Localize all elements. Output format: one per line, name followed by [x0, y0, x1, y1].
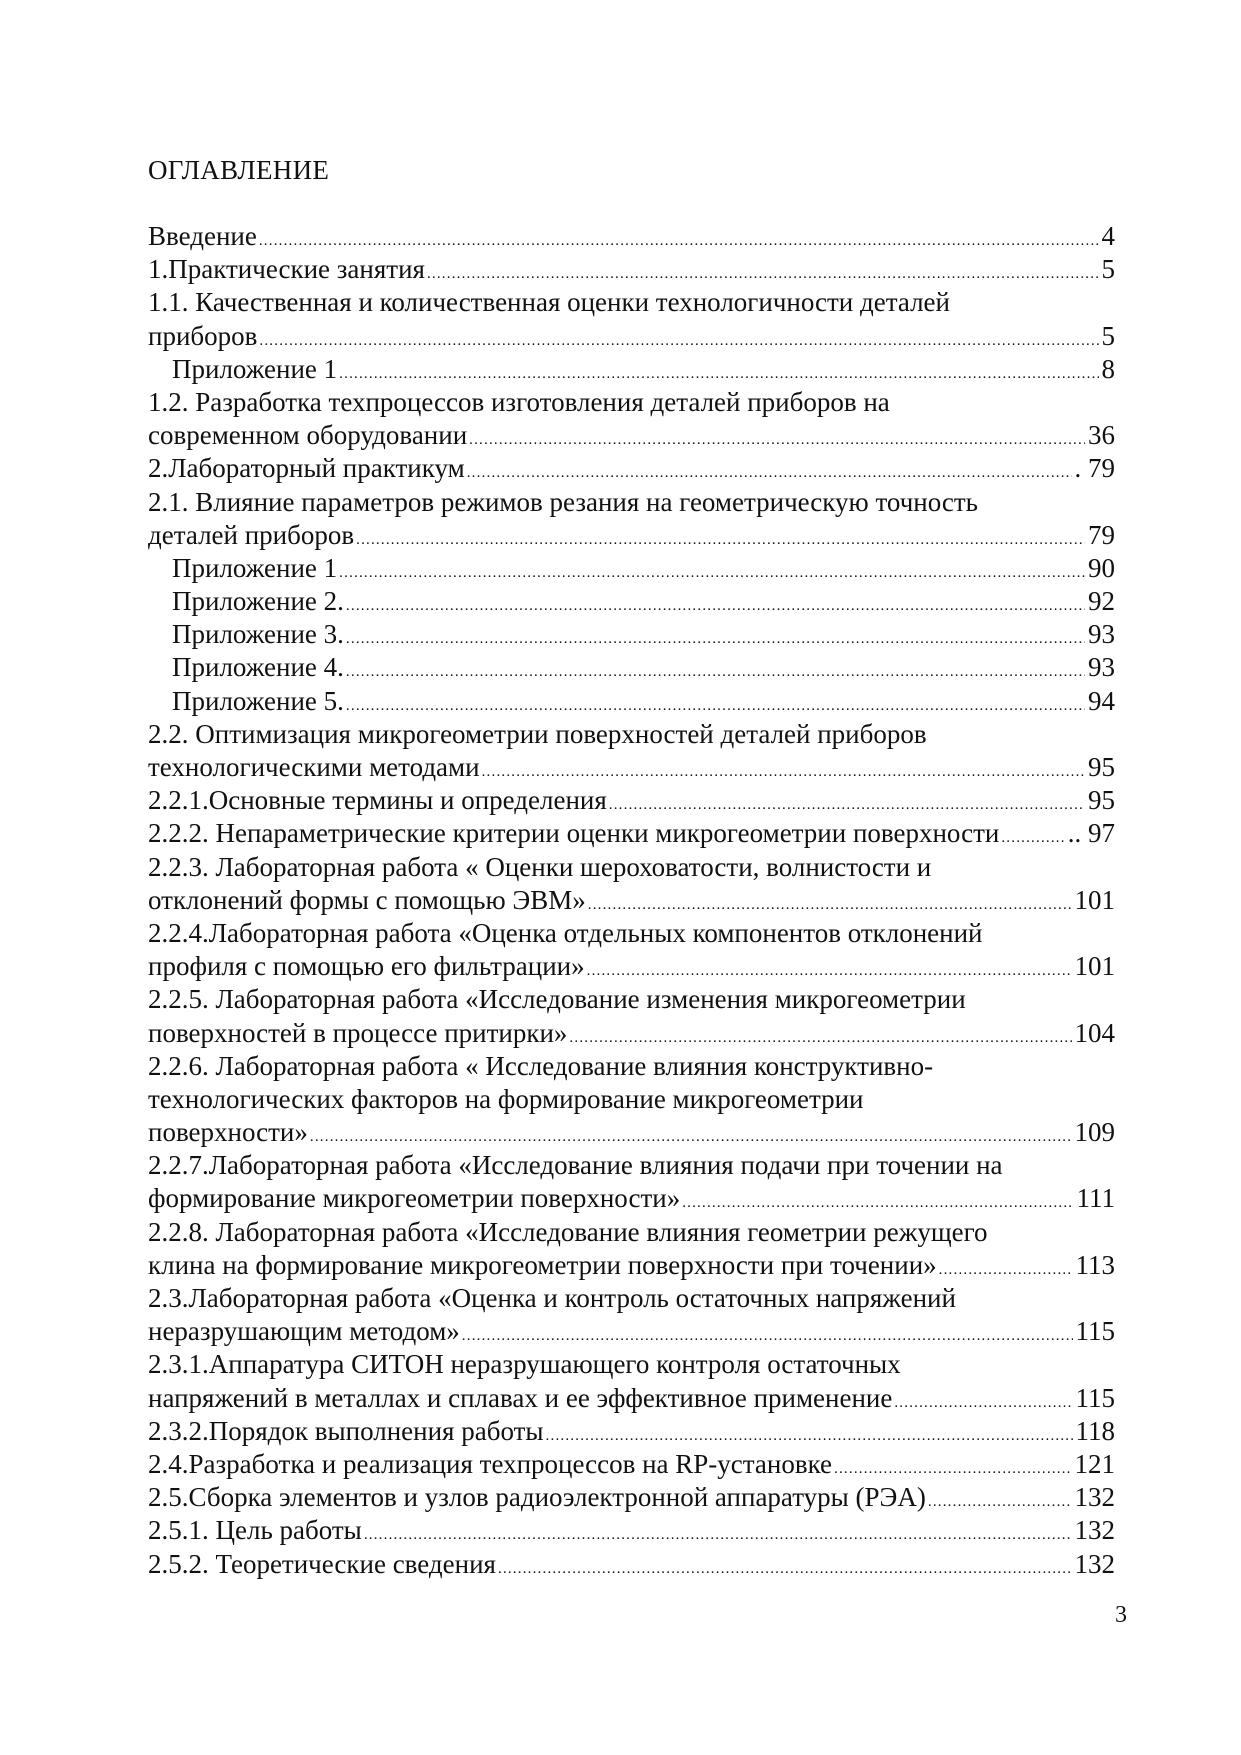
toc-entry[interactable]: [148, 1348, 1115, 1414]
toc-entry-page: 121: [1074, 1448, 1115, 1479]
toc-entry-page: 94: [1088, 685, 1115, 716]
toc-entry[interactable]: [148, 618, 1115, 651]
dot-leader: [894, 1387, 1072, 1420]
toc-entry-leader-row: [148, 419, 1115, 452]
toc-entry-line: 2.3.Лабораторная работа «Оценка и контроль остаточных напряжений: [148, 1283, 956, 1313]
dot-leader: [1001, 822, 1064, 855]
toc-entry-page: . 79: [1074, 453, 1115, 484]
toc-entry[interactable]: [148, 651, 1115, 684]
toc-entry-leader-row: [148, 1017, 1115, 1050]
toc-entry-title: напряжений в металлах и сплавах и ее эффективное применение: [148, 1382, 893, 1413]
toc-entry-title: Приложение 3.: [172, 619, 344, 650]
toc-entry-page: 111: [1076, 1183, 1115, 1214]
toc-entry-leader-row: [148, 817, 1115, 850]
toc-entry-leader-row: [148, 253, 1115, 286]
page-number: 3: [1115, 1602, 1127, 1628]
toc-entry[interactable]: [148, 1548, 1115, 1581]
toc-entry-leader-row: [148, 651, 1115, 684]
toc-entry[interactable]: [148, 452, 1115, 485]
toc-entry[interactable]: [148, 253, 1115, 286]
toc-entry-leader-row: [148, 1249, 1115, 1282]
toc-entry-title: технологическими методами: [148, 752, 480, 782]
toc-entry-leader-row: [148, 585, 1115, 618]
toc-entry-title: современном оборудовании: [148, 420, 468, 451]
toc-entry-page: 113: [1075, 1249, 1115, 1280]
toc-entry[interactable]: [148, 1149, 1115, 1215]
toc-entry[interactable]: [148, 1415, 1115, 1448]
table-of-contents: [148, 220, 1115, 1581]
toc-entry-leader-row: [148, 1481, 1115, 1514]
toc-entry[interactable]: [148, 685, 1115, 718]
toc-entry-line: 2.2. Оптимизация микрогеометрии поверхностей деталей приборов: [148, 718, 927, 749]
toc-entry[interactable]: [148, 220, 1115, 253]
toc-entry-line: 2.2.6. Лабораторная работа « Исследование влияния конструктивно-: [148, 1050, 934, 1081]
dot-leader: [339, 557, 1085, 590]
toc-entry-page: 104: [1074, 1017, 1115, 1048]
toc-entry-page: 132: [1074, 1515, 1115, 1546]
toc-entry[interactable]: [148, 1050, 1115, 1150]
toc-entry-leader-row: [148, 552, 1115, 585]
toc-entry-leader-row: [148, 320, 1115, 353]
toc-entry[interactable]: [148, 286, 1115, 352]
toc-entry-page: 93: [1088, 619, 1115, 650]
toc-entry-title: 2.2.1.Основные термины и определения: [148, 785, 607, 816]
toc-entry-title: поверхности»: [148, 1117, 308, 1148]
toc-entry[interactable]: [148, 1514, 1115, 1547]
toc-entry-title: Приложение 5.: [172, 685, 344, 716]
toc-entry[interactable]: [148, 1216, 1115, 1282]
toc-entry-title: 2.Лабораторный практикум: [148, 453, 465, 484]
toc-entry-title: клина на формирование микрогеометрии поверхности при точении»: [148, 1249, 937, 1280]
dot-leader: [939, 1254, 1073, 1287]
toc-entry-title: Введение: [148, 221, 257, 251]
toc-entry-title: Приложение 1: [172, 353, 338, 384]
toc-entry-page: 101: [1074, 951, 1115, 982]
toc-entry-page: 132: [1074, 1482, 1115, 1513]
toc-entry-leader-row: [148, 1182, 1115, 1215]
toc-entry[interactable]: [148, 552, 1115, 585]
toc-entry[interactable]: [148, 983, 1115, 1049]
toc-entry-title: приборов: [148, 320, 258, 351]
toc-entry[interactable]: [148, 486, 1115, 552]
toc-entry-page: 109: [1074, 1117, 1115, 1148]
toc-entry-leader-row: [148, 1382, 1115, 1415]
toc-entry-line: 2.2.8. Лабораторная работа «Исследование влияния геометрии режущего: [148, 1216, 988, 1247]
toc-entry[interactable]: [148, 585, 1115, 618]
toc-entry-page: 118: [1075, 1415, 1115, 1446]
toc-entry-title: 2.5.Сборка элементов и узлов радиоэлектронной аппаратуры (РЭА): [148, 1482, 926, 1513]
toc-entry-line: 2.2.3. Лабораторная работа « Оценки шероховатости, волнистости и: [148, 851, 932, 882]
toc-entry-page: 92: [1088, 586, 1115, 617]
toc-entry-leader-row: [148, 1514, 1115, 1547]
toc-entry-title: 1.Практические занятия: [148, 254, 425, 285]
toc-entry-title: неразрушающим методом»: [148, 1316, 460, 1347]
toc-entry-line: 2.3.1.Аппаратура СИТОН неразрушающего контроля остаточных: [148, 1349, 901, 1380]
toc-entry[interactable]: [148, 353, 1115, 386]
toc-entry-leader-row: [148, 618, 1115, 651]
toc-entry-page: 5: [1101, 254, 1115, 285]
toc-entry-page: 115: [1075, 1382, 1115, 1413]
toc-entry[interactable]: [148, 784, 1115, 817]
page-title: ОГЛАВЛЕНИЕ: [148, 155, 330, 185]
toc-entry-leader-row: [148, 884, 1115, 917]
toc-entry-title: 2.3.2.Порядок выполнения работы: [148, 1415, 544, 1446]
toc-entry-title: деталей приборов: [148, 519, 355, 550]
dot-leader: [259, 325, 1098, 358]
dot-leader: [498, 1553, 1072, 1586]
dot-leader: [346, 623, 1085, 656]
toc-entry-title: поверхностей в процессе притирки»: [148, 1017, 568, 1048]
toc-entry-leader-row: [148, 685, 1115, 718]
toc-entry-line: 2.2.5. Лабораторная работа «Исследование изменения микрогеометрии: [148, 984, 966, 1015]
toc-entry-leader-row: [148, 1315, 1115, 1348]
toc-entry-line: 1.1. Качественная и количественная оценки технологичности деталей: [148, 287, 950, 318]
toc-entry-leader-row: [148, 1448, 1115, 1481]
toc-entry-title: 2.2.2. Непараметрические критерии оценки микрогеометрии поверхности: [148, 818, 1000, 849]
toc-entry-page: 93: [1088, 652, 1115, 683]
dot-leader: [356, 524, 1085, 557]
toc-entry-page: 115: [1075, 1316, 1115, 1347]
toc-entry-title: Приложение 4.: [172, 652, 344, 683]
toc-entry-page: 90: [1088, 552, 1115, 583]
toc-entry-page: 5: [1101, 320, 1115, 351]
toc-entry[interactable]: [148, 1448, 1115, 1481]
toc-entry[interactable]: [148, 817, 1115, 850]
toc-entry-leader-row: [148, 519, 1115, 552]
toc-entry-page: 101: [1074, 884, 1115, 915]
toc-entry[interactable]: [148, 718, 1115, 784]
toc-entry-page: 95: [1088, 785, 1115, 816]
dot-leader: [928, 1486, 1072, 1519]
toc-entry[interactable]: [148, 917, 1115, 983]
toc-entry[interactable]: [148, 1481, 1115, 1514]
toc-entry-leader-row: [148, 950, 1115, 983]
dot-leader: [469, 424, 1085, 457]
toc-entry[interactable]: [148, 1282, 1115, 1348]
toc-entry-page: 95: [1088, 752, 1115, 782]
dot-leader: [346, 656, 1085, 689]
toc-entry-line: 2.2.7.Лабораторная работа «Исследование влияния подачи при точении на: [148, 1150, 1003, 1181]
toc-entry-page: 132: [1074, 1548, 1115, 1579]
toc-entry-line: 2.2.4.Лабораторная работа «Оценка отдельных компонентов отклонений: [148, 917, 983, 948]
dot-leader: [346, 590, 1085, 623]
toc-entry-title: 2.4.Разработка и реализация техпроцессов на RP-установке: [148, 1448, 833, 1479]
toc-entry-leader-row: [148, 751, 1115, 784]
toc-entry-title: Приложение 2.: [172, 586, 344, 617]
toc-entry-leader-row: [148, 1548, 1115, 1581]
toc-entry-line: 1.2. Разработка техпроцессов изготовления деталей приборов на: [148, 386, 890, 417]
toc-entry-leader-row: [148, 220, 1115, 253]
toc-entry-title: формирование микрогеометрии поверхности»: [148, 1183, 681, 1214]
toc-entry-title: отклонений формы с помощью ЭВМ»: [148, 884, 586, 915]
toc-entry-leader-row: [148, 353, 1115, 386]
toc-entry[interactable]: [148, 386, 1115, 452]
toc-entry-page: 36: [1088, 420, 1115, 451]
toc-entry-line: 2.1. Влияние параметров режимов резания на геометрическую точность: [148, 486, 978, 517]
toc-entry-leader-row: [148, 784, 1115, 817]
toc-entry-leader-row: [148, 452, 1115, 485]
toc-entry-page: 8: [1101, 353, 1115, 384]
toc-entry-leader-row: [148, 1116, 1115, 1149]
toc-entry-title: Приложение 1: [172, 552, 338, 583]
toc-entry-page: .. 97: [1067, 818, 1115, 849]
toc-entry-line: технологических факторов на формирование микрогеометрии: [148, 1083, 864, 1114]
toc-entry-page: 79: [1088, 519, 1115, 550]
toc-entry-leader-row: [148, 1415, 1115, 1448]
toc-entry-page: 4: [1101, 221, 1115, 251]
toc-entry[interactable]: [148, 851, 1115, 917]
toc-entry-title: 2.5.2. Теоретические сведения: [148, 1548, 496, 1579]
toc-entry-title: 2.5.1. Цель работы: [148, 1515, 362, 1546]
toc-entry-title: профиля с помощью его фильтрации»: [148, 951, 585, 982]
